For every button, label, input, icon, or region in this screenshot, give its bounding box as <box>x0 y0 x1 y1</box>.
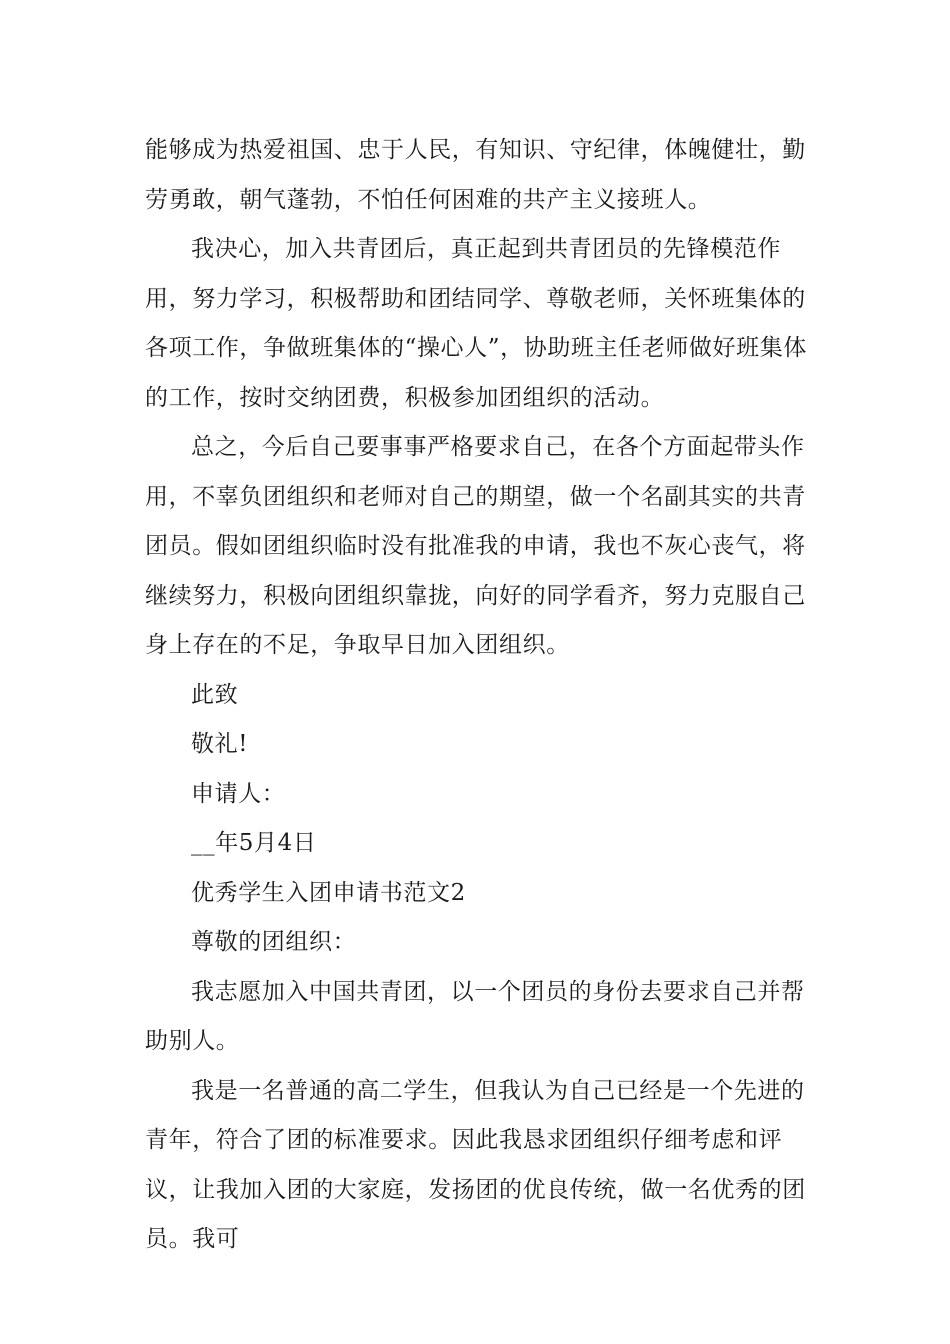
sample2-greeting: 尊敬的团组织： <box>191 929 357 955</box>
closing-regards: 敬礼! <box>191 731 249 757</box>
application-date: __年5月4日 <box>191 830 317 856</box>
sample2-paragraph: 我是一名普通的高二学生，但我认为自己已经是一个先进的青年，符合了团的标准要求。因此我恳求团组织仔细考虑和评议，让我加入团的大家庭，发扬团的优良传统，做一名优秀的团员。我可 <box>145 1077 806 1252</box>
paragraph-resolve: 我决心，加入共青团后，真正起到共青团员的先锋模范作用，努力学习，积极帮助和团结同学、尊敬老师，关怀班集体的各项工作，争做班集体的“操心人”，协助班主任老师做好班集体的工作，按时交纳团费，积极参加团组织的活动。 <box>145 236 807 411</box>
paragraph-continuation: 能够成为热爱祖国、忠于人民，有知识、守纪律，体魄健壮，勤劳勇敢，朝气蓬勃，不怕任何困难的共产主义接班人。 <box>145 137 806 213</box>
applicant-label: 申请人： <box>191 780 286 807</box>
closing-salutation: 此致 <box>191 681 239 708</box>
sample2-paragraph: 我志愿加入中国共青团，以一个团员的身份去要求自己并帮助别人。 <box>145 978 805 1054</box>
paragraph-summary: 总之，今后自己要事事严格要求自己，在各个方面起带头作用，不辜负团组织和老师对自己的期望，做一个名副其实的共青团员。假如团组织临时没有批准我的申请，我也不灰心丧气，将继续努力，积极向团组织靠拢，向好的同学看齐，努力克服自己身上存在的不足，争取早日加入团组织。 <box>145 434 806 658</box>
sample2-title: 优秀学生入团申请书范文2 <box>191 879 466 906</box>
document-body <box>145 126 825 1265</box>
